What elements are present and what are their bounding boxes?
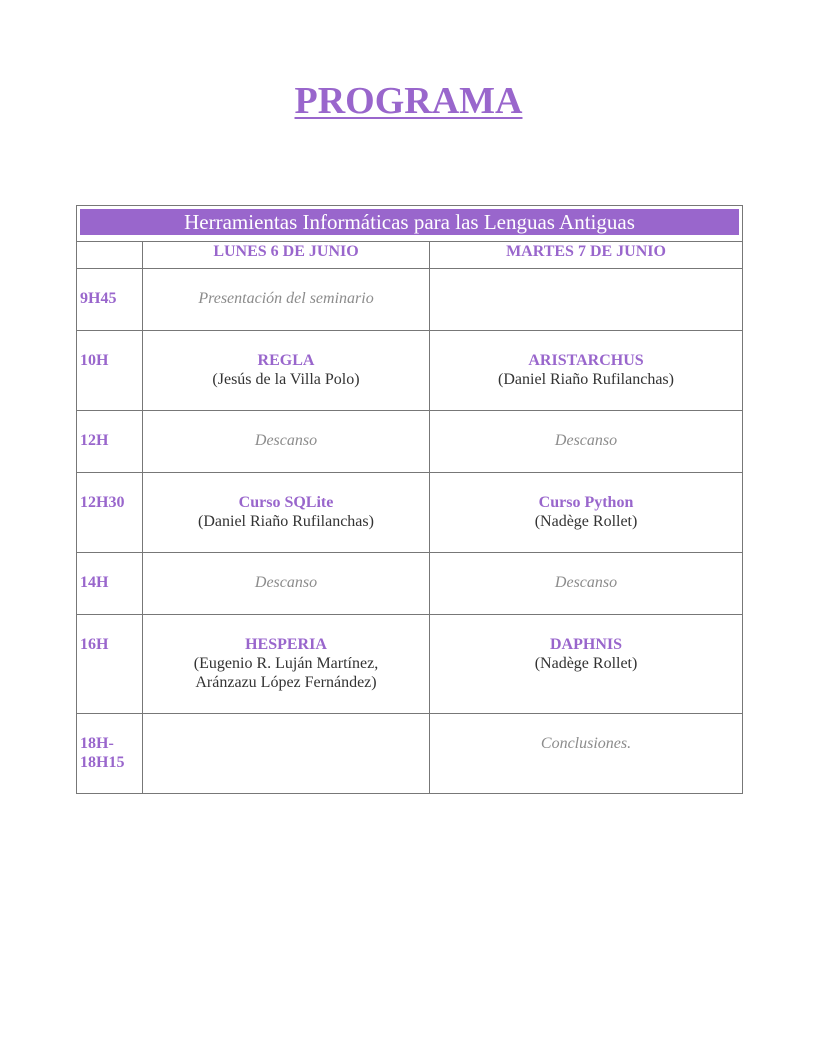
session-speaker: (Eugenio R. Luján Martínez, <box>193 655 379 672</box>
session-cell-tuesday <box>430 331 743 411</box>
session-cell-tuesday <box>430 411 743 473</box>
session-note: Descanso <box>554 432 618 449</box>
page-title: PROGRAMA <box>294 80 523 122</box>
time-cell: 10H <box>77 331 143 411</box>
schedule-table <box>76 205 743 794</box>
session-speaker: (Jesús de la Villa Polo) <box>212 371 360 388</box>
table-row <box>77 473 743 553</box>
session-cell-tuesday <box>430 269 743 331</box>
session-cell-monday <box>143 411 430 473</box>
table-row <box>77 411 743 473</box>
session-note: Descanso <box>254 574 318 591</box>
session-speaker: (Nadège Rollet) <box>534 655 638 672</box>
time-cell: 14H <box>77 553 143 615</box>
time-end: 18H15 <box>80 754 125 771</box>
time-cell: 9H45 <box>77 269 143 331</box>
session-cell-monday <box>143 269 430 331</box>
session-title: REGLA <box>257 352 315 369</box>
session-note: Presentación del seminario <box>198 290 374 307</box>
time-cell: 12H <box>77 411 143 473</box>
table-banner: Herramientas Informáticas para las Lenguas Antiguas <box>80 209 739 235</box>
session-title: HESPERIA <box>245 636 327 653</box>
session-title: DAPHNIS <box>550 636 623 653</box>
session-cell-monday <box>143 553 430 615</box>
session-title: Curso SQLite <box>238 494 334 511</box>
day-header-row <box>77 242 743 269</box>
session-title: ARISTARCHUS <box>528 352 644 369</box>
banner-row <box>77 206 743 242</box>
time-cell <box>77 714 143 794</box>
session-speaker: (Daniel Riaño Rufilanchas) <box>498 371 674 388</box>
day-header-tuesday: MARTES 7 DE JUNIO <box>430 242 743 269</box>
session-note: Descanso <box>254 432 318 449</box>
time-cell: 12H30 <box>77 473 143 553</box>
time-cell: 16H <box>77 615 143 714</box>
session-note: Descanso <box>554 574 618 591</box>
session-cell-monday <box>143 714 430 794</box>
session-title: Curso Python <box>538 494 634 511</box>
table-row <box>77 553 743 615</box>
session-cell-tuesday <box>430 714 743 794</box>
time-header-cell <box>77 242 143 269</box>
session-speaker: (Nadège Rollet) <box>534 513 638 530</box>
table-row <box>77 714 743 794</box>
time-start: 18H- <box>80 735 114 752</box>
table-row <box>77 615 743 714</box>
session-speaker-continued: Aránzazu López Fernández) <box>195 674 377 691</box>
session-speaker: (Daniel Riaño Rufilanchas) <box>198 513 374 530</box>
table-row <box>77 331 743 411</box>
session-cell-monday <box>143 473 430 553</box>
session-note: Conclusiones. <box>540 735 632 752</box>
session-cell-monday <box>143 615 430 714</box>
session-cell-tuesday <box>430 473 743 553</box>
banner-cell <box>77 206 743 242</box>
day-header-monday: LUNES 6 DE JUNIO <box>143 242 430 269</box>
session-cell-monday <box>143 331 430 411</box>
session-cell-tuesday <box>430 553 743 615</box>
session-cell-tuesday <box>430 615 743 714</box>
table-row <box>77 269 743 331</box>
